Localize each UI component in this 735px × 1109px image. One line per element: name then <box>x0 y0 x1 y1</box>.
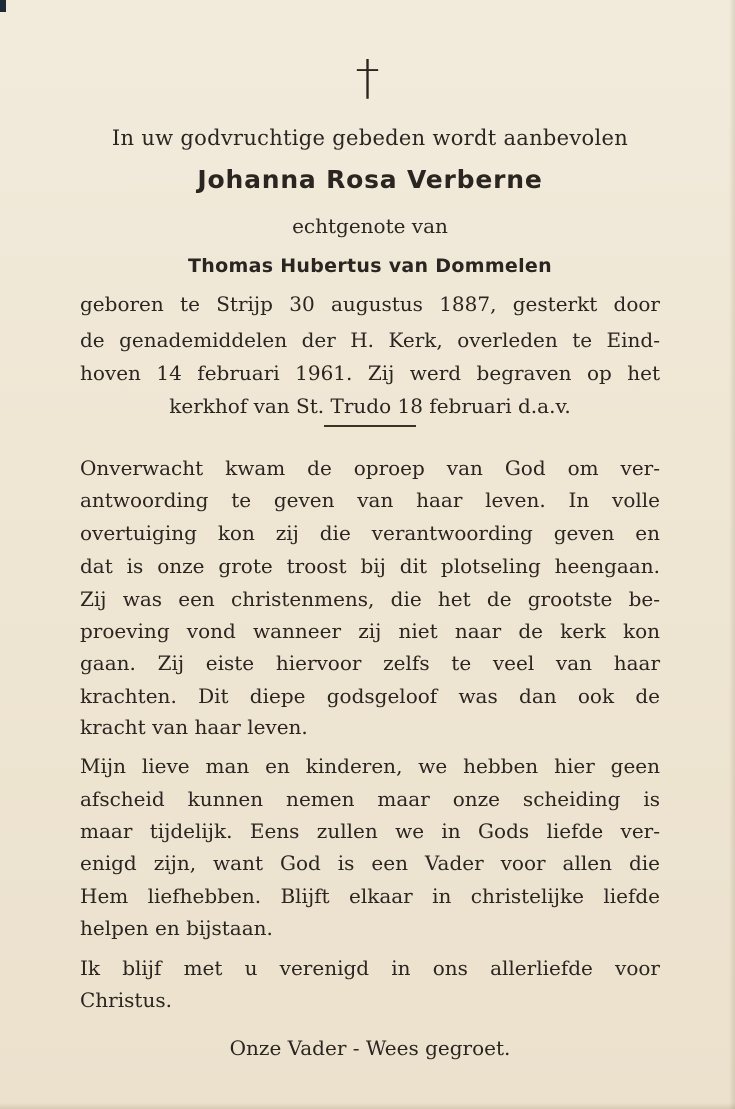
card-edge-bottom <box>0 1103 735 1109</box>
paragraph-line: afscheid kunnen nemen maar onze scheiding is <box>80 787 660 811</box>
paragraph-line: gaan. Zij eiste hiervoor zelfs te veel van haar <box>80 651 660 675</box>
cross-icon: † <box>355 50 380 106</box>
deceased-name: Johanna Rosa Verberne <box>197 165 543 194</box>
biography-line: geboren te Strijp 30 augustus 1887, gesterkt door <box>80 292 660 316</box>
closing-prayer: Onze Vader - Wees gegroet. <box>229 1036 511 1060</box>
paragraph-line: overtuiging kon zij die verantwoording geven en <box>80 521 660 545</box>
paragraph-line: maar tijdelijk. Eens zullen we in Gods liefde ver- <box>80 819 660 843</box>
paragraph-line: Zij was een christenmens, die het de grootste be- <box>80 587 660 611</box>
spouse-name: Thomas Hubertus van Dommelen <box>188 255 552 277</box>
paragraph-line: Mijn lieve man en kinderen, we hebben hier geen <box>80 754 660 778</box>
paragraph-line: Ik blijf met u verenigd in ons allerliefde voor <box>80 956 660 980</box>
corner-mark <box>0 0 6 12</box>
card-edge-right <box>729 0 735 1109</box>
divider <box>324 425 416 427</box>
paragraph-line: dat is onze grote troost bij dit plotseling heengaan. <box>80 554 660 578</box>
paragraph-line: helpen en bijstaan. <box>80 916 273 940</box>
relation-text: echtgenote van <box>292 214 448 238</box>
paragraph-line: Onverwacht kwam de oproep van God om ver- <box>80 456 660 480</box>
biography-line: de genademiddelen der H. Kerk, overleden te Eind- <box>80 328 660 352</box>
paragraph-line: antwoording te geven van haar leven. In volle <box>80 488 660 512</box>
biography-line: kerkhof van St. Trudo 18 februari d.a.v. <box>169 394 571 418</box>
biography-line: hoven 14 februari 1961. Zij werd begraven op het <box>80 361 660 385</box>
paragraph-line: kracht van haar leven. <box>80 715 308 739</box>
intro-text: In uw godvruchtige gebeden wordt aanbevolen <box>111 126 629 150</box>
paragraph-line: proeving vond wanneer zij niet naar de kerk kon <box>80 619 660 643</box>
paragraph-line: krachten. Dit diepe godsgeloof was dan ook de <box>80 684 660 708</box>
paragraph-line: Christus. <box>80 988 172 1012</box>
paragraph-line: Hem liefhebben. Blijft elkaar in christelijke liefde <box>80 884 660 908</box>
paragraph-line: enigd zijn, want God is een Vader voor allen die <box>80 851 660 875</box>
